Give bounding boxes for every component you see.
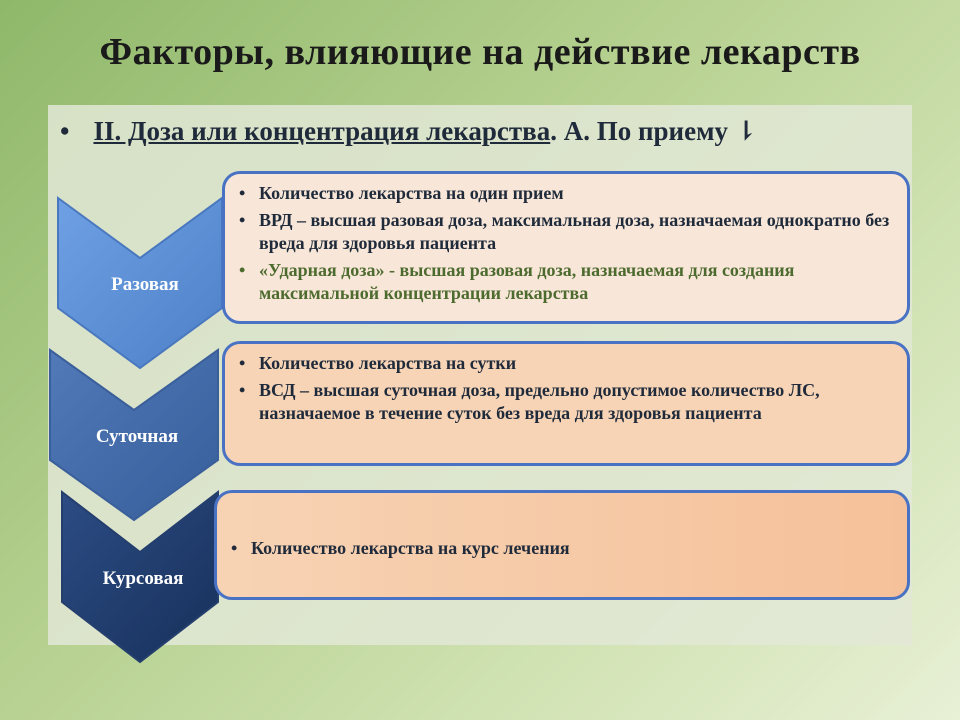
box-kursovaya	[214, 490, 910, 600]
chevron-label-razovaya: Разовая	[111, 274, 179, 295]
list-item: • Количество лекарства на один прием	[239, 183, 564, 203]
list-item: • «Ударная доза» - высшая разовая доза, назначаемая для создания максимальной концентрации лекарства	[239, 260, 795, 303]
slide-title: Факторы, влияющие на действие лекарств	[99, 31, 861, 73]
subtitle-underlined: II. Доза или концентрация лекарства	[93, 116, 551, 146]
list-item: • Количество лекарства на сутки	[239, 353, 517, 373]
box-razovaya	[222, 171, 910, 324]
list-item: • ВРД – высшая разовая доза, максимальная доза, назначаемая однократно без вреда для здоровья пациента	[239, 210, 890, 253]
subtitle-rest: . А. По приему ⇂	[550, 116, 758, 146]
list-item: • Количество лекарства на курс лечения	[231, 538, 570, 558]
list-item: • ВСД – высшая суточная доза, предельно допустимое количество ЛС, назначаемое в течение суток без вреда для здоровья пациента	[239, 380, 820, 423]
chevron-label-kursovaya: Курсовая	[102, 568, 184, 589]
box-sutochnaya	[222, 341, 910, 466]
chevron-label-sutochnaya: Суточная	[95, 426, 179, 447]
subtitle-bullet: •	[60, 116, 70, 146]
